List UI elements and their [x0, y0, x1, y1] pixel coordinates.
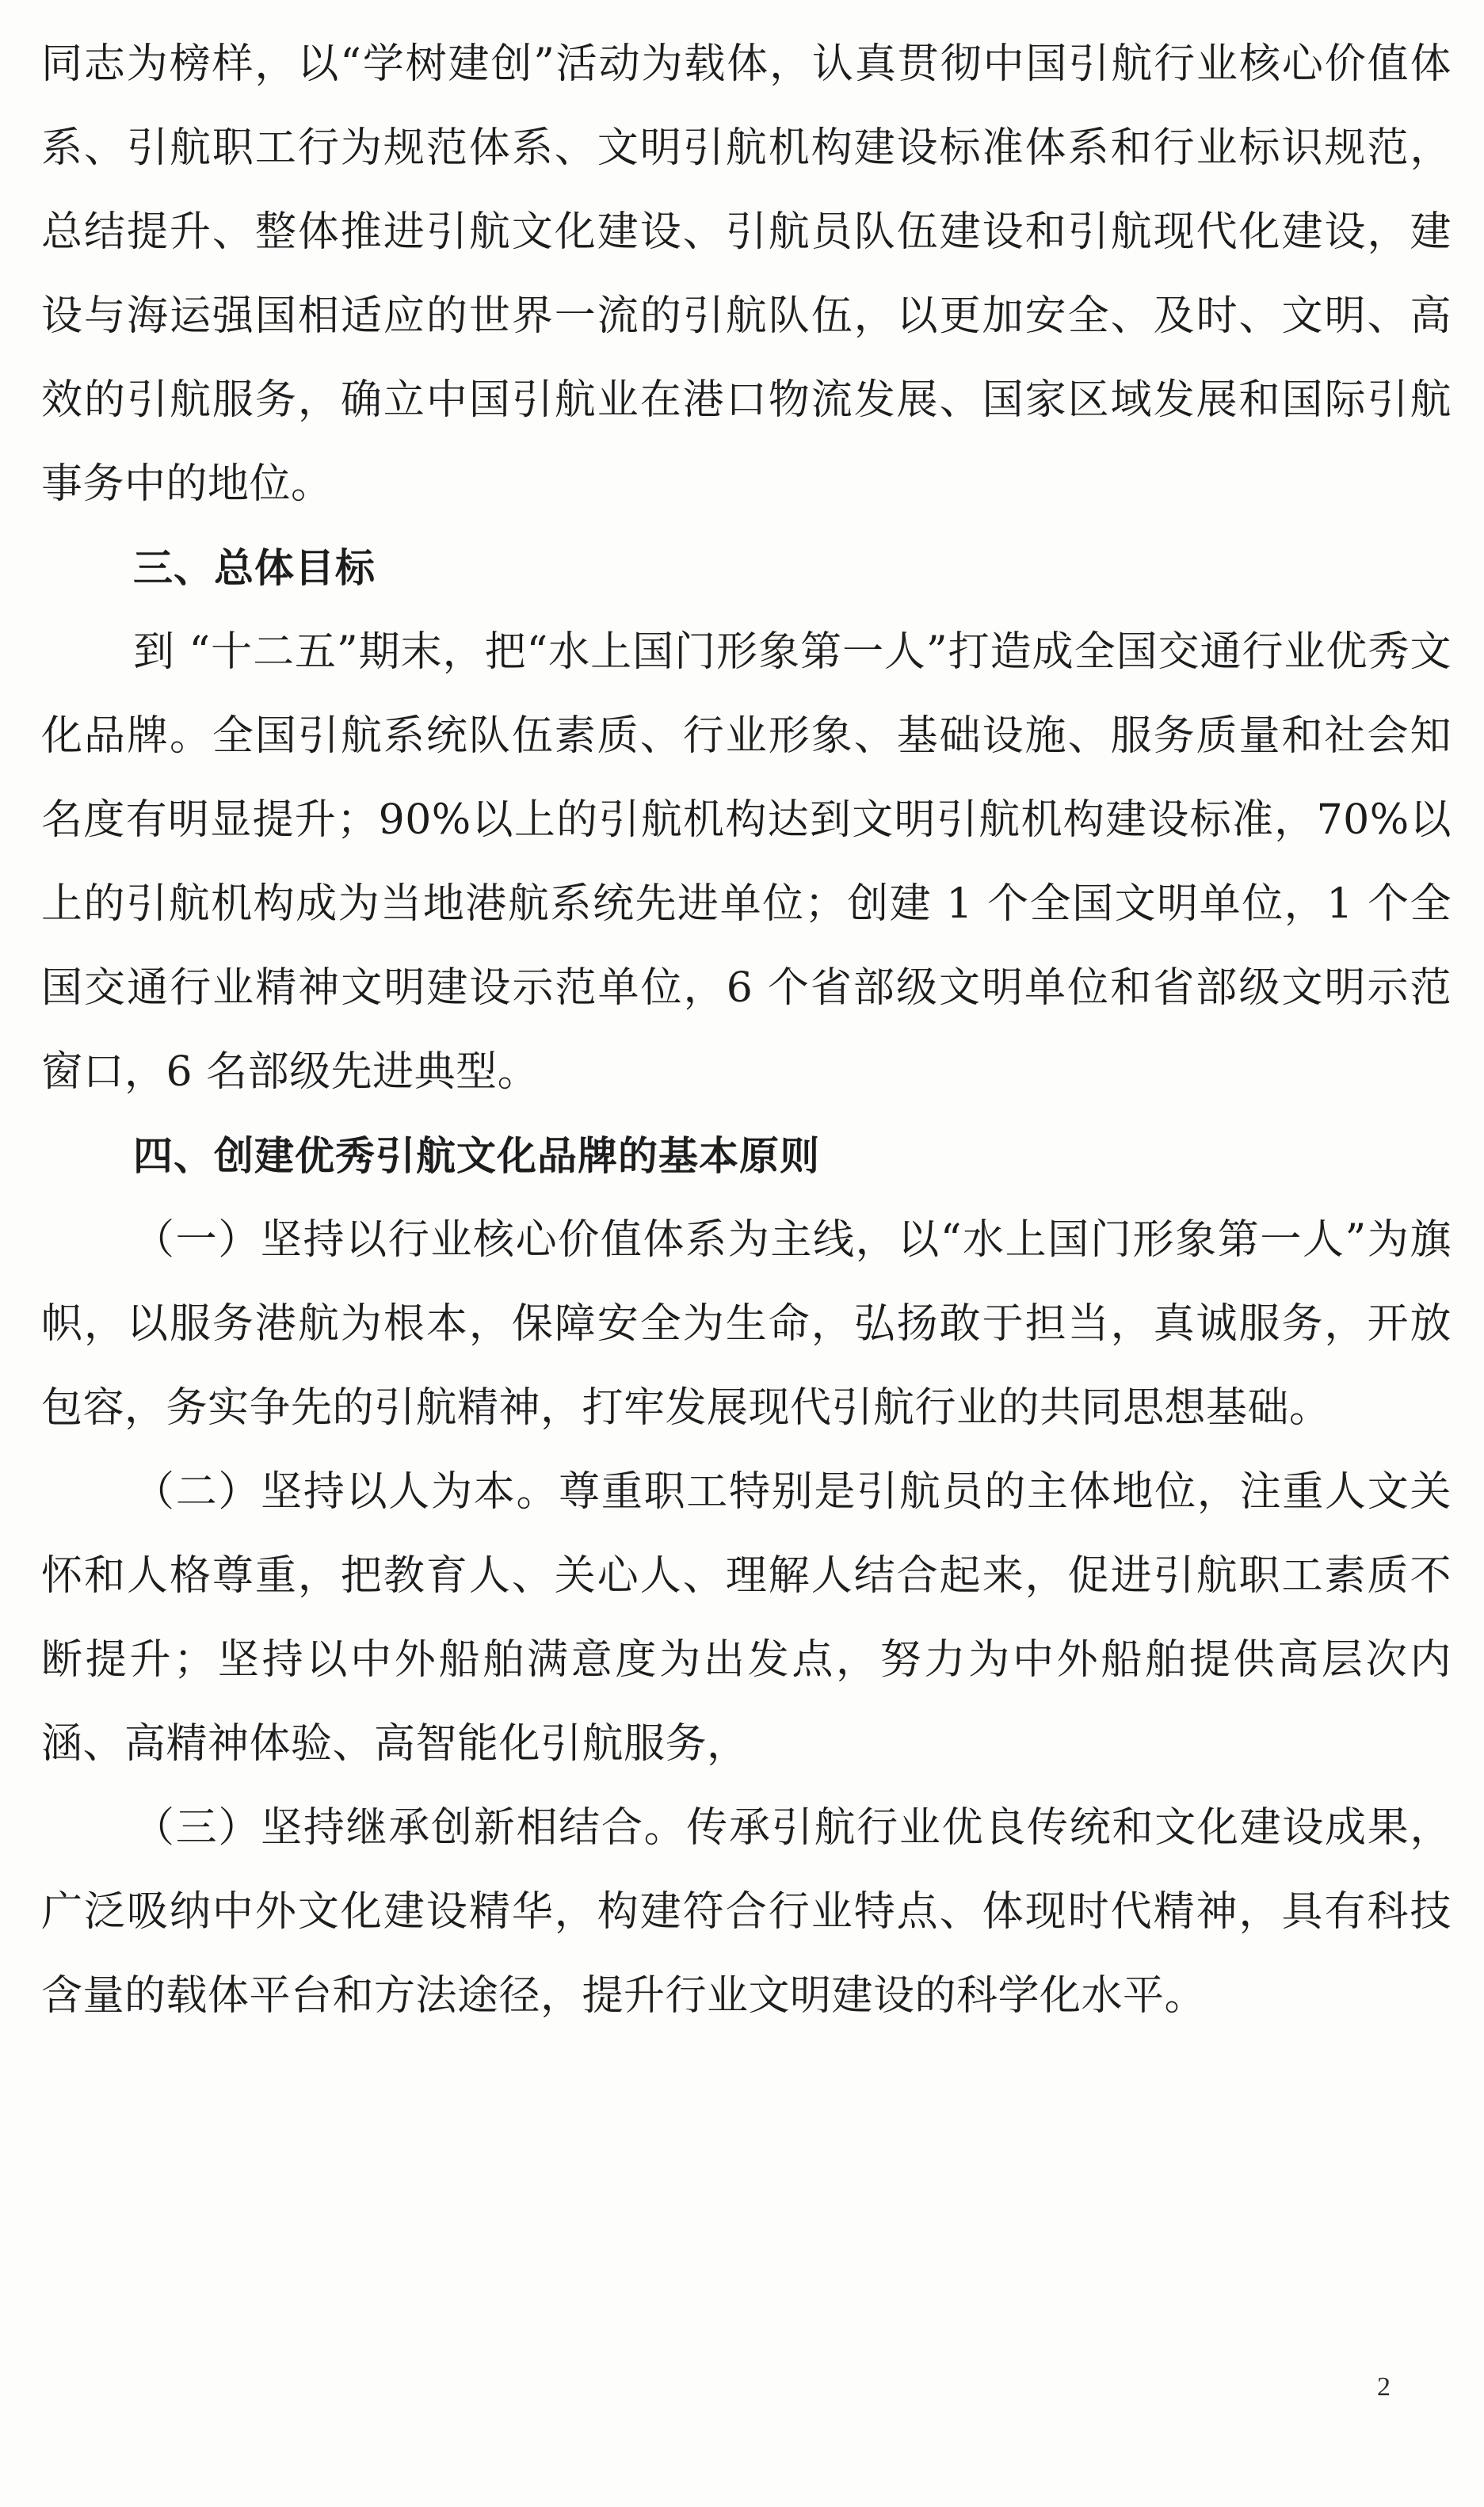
heading-basic-principles: 四、创建优秀引航文化品牌的基本原则: [133, 1133, 820, 1179]
heading-overall-goals: 三、总体目标: [133, 545, 376, 591]
page-number: 2: [1377, 2372, 1391, 2402]
paragraph-principle-1: （一）坚持以行业核心价值体系为主线，以“水上国门形象第一人”为旗帜，以服务港航为根本，保障安全为生命，弘扬敢于担当，真诚服务，开放包容，务实争先的引航精神，打牢发展现代引航行业的共同思想基础。: [41, 1216, 1452, 1432]
document-body: [41, 22, 1452, 2038]
paragraph-overall-goals: 到 “十二五”期末，把“水上国门形象第一人”打造成全国交通行业优秀文化品牌。全国引航系统队伍素质、行业形象、基础设施、服务质量和社会知名度有明显提升；90%以上的引航机构达到文明引航机构建设标准，70%以上的引航机构成为当地港航系统先进单位；创建 1 个全国文明单位，1 个全国交通行业精神文明建设示范单位，6 个省部级文明单位和省部级文明示范窗口，6 名部级先进典型。: [41, 628, 1452, 1096]
paragraph-principle-2: （二）坚持以人为本。尊重职工特别是引航员的主体地位，注重人文关怀和人格尊重，把教育人、关心人、理解人结合起来，促进引航职工素质不断提升；坚持以中外船舶满意度为出发点，努力为中外船舶提供高层次内涵、高精神体验、高智能化引航服务，: [41, 1468, 1452, 1768]
paragraph-principle-3: （三）坚持继承创新相结合。传承引航行业优良传统和文化建设成果，广泛吸纳中外文化建设精华，构建符合行业特点、体现时代精神，具有科技含量的载体平台和方法途径，提升行业文明建设的科学化水平。: [41, 1804, 1452, 2020]
paragraph-intro-continuation: 同志为榜样，以“学树建创”活动为载体，认真贯彻中国引航行业核心价值体系、引航职工行为规范体系、文明引航机构建设标准体系和行业标识规范，总结提升、整体推进引航文化建设、引航员队伍建设和引航现代化建设，建设与海运强国相适应的世界一流的引航队伍，以更加安全、及时、文明、高效的引航服务，确立中国引航业在港口物流发展、国家区域发展和国际引航事务中的地位。: [41, 40, 1452, 508]
